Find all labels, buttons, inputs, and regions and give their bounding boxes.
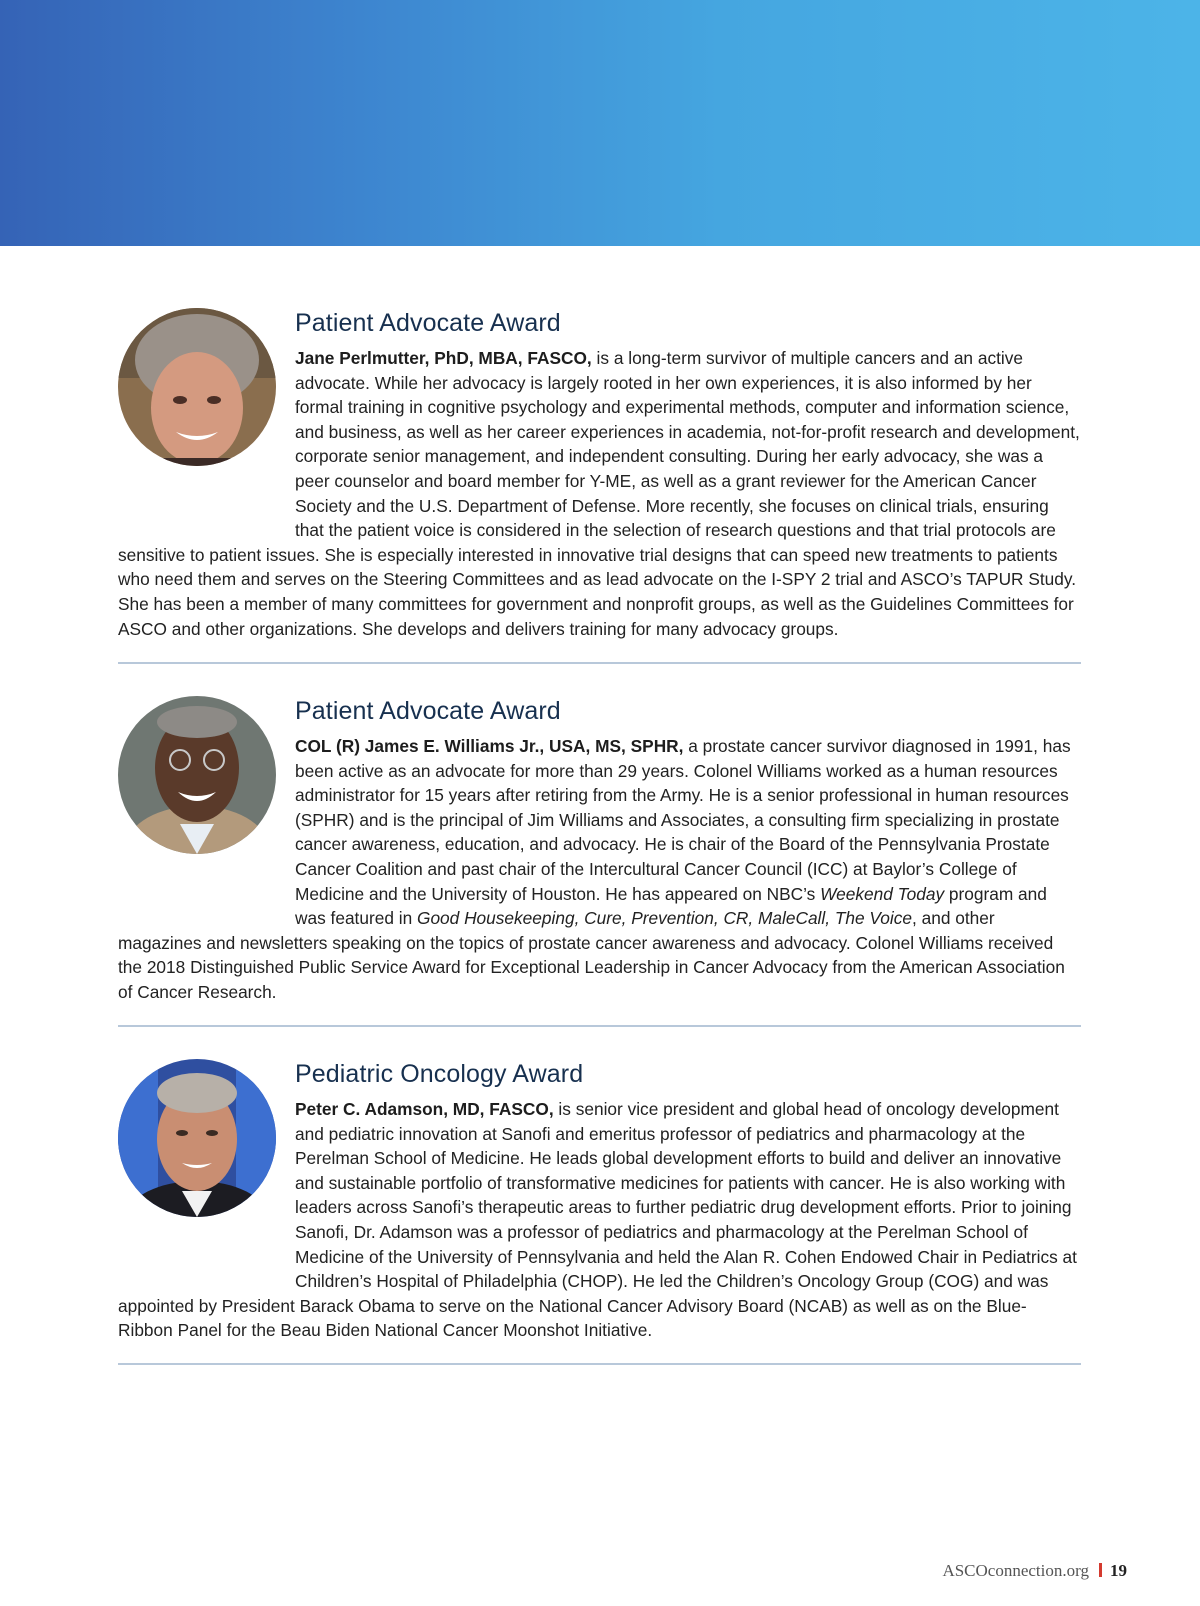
award-title: Patient Advocate Award [295, 697, 561, 725]
divider-rule [118, 662, 1081, 664]
bio-italic-show: Weekend Today [820, 883, 945, 904]
page-footer [942, 1557, 1127, 1585]
bio-italic-publications: Good Housekeeping, Cure, Prevention, CR, MaleCall, The Voice [417, 908, 913, 929]
divider-rule [118, 1025, 1081, 1027]
bio-text: is senior vice president and global head of oncology development and pediatric innovation at Sanofi and emeritus professor of pediatrics and pharmacology at the Perelman School of Medicine. He leads global development efforts to build and deliver an innovative and sustainable portfolio of transformative medicines for patients with cancer. He is also working with leaders across Sanofi’s therapeutic areas to further pediatric drug development efforts. Prior to joining Sanofi, Dr. Adamson was a professor of pediatrics and pharmacology at the Perelman School of Medicine of the University of Pennsylvania and held the Alan R. Cohen Endowed Chair in Pediatrics at Children’s Hospital of Philadelphia (CHOP). He led the Children’s Oncology Group (COG) and was appointed by President Barack Obama to serve on the National Cancer Advisory Board (NCAB) as well as on the Blue-Ribbon Panel for the Beau Biden National Cancer Moonshot Initiative. [118, 1099, 1077, 1341]
bio-text: a prostate cancer survivor diagnosed in 1991, has been active as an advocate for more than 29 years. Colonel Williams worked as a human resources administrator for 15 years after retiring from the Army. He is a senior professional in human resources (SPHR) and is the principal of Jim Williams and Associates, a consulting firm specializing in prostate cancer awareness, education, and advocacy. He is chair of the Board of the Pennsylvania Prostate Cancer Coalition and past chair of the Intercultural Cancer Council (ICC) at Baylor’s College of Medicine and the University of Houston. He has appeared on NBC’s [295, 736, 1071, 904]
bio-text: is a long-term survivor of multiple cancers and an active advocate. While her advocacy is largely rooted in her own experiences, it is also informed by her formal training in cognitive psychology and experimental methods, computer and information science, and business, as well as her career experiences in academia, not-for-profit research and development, corporate senior management, and independent consulting. During her early advocacy, she was a peer counselor and board member for Y-ME, as well as a grant reviewer for the American Cancer Society and the U.S. Department of Defense. More recently, she focuses on clinical trials, ensuring that the patient voice is considered in the selection of research questions and that trial protocols are sensitive to patient issues. She is especially interested in innovative trial designs that can speed new treatments to patients who need them and serves on the Steering Committees and as lead advocate on the I-SPY 2 trial and ASCO’s TAPUR Study. She has been a member of many committees for government and nonprofit groups, as well as the Guidelines Committees for ASCO and other organizations. She develops and delivers training for many advocacy groups. [118, 348, 1080, 639]
recipient-name: Peter C. Adamson, MD, FASCO, [295, 1099, 554, 1119]
award-title: Pediatric Oncology Award [295, 1060, 584, 1088]
recipient-name: Jane Perlmutter, PhD, MBA, FASCO, [295, 348, 592, 368]
divider-rule [118, 1363, 1081, 1365]
portrait-peter-adamson [118, 1059, 276, 1217]
page-number: 19 [1110, 1561, 1127, 1580]
award-section-perlmutter [118, 308, 1081, 641]
award-section-adamson [118, 1059, 1081, 1343]
portrait-james-williams [118, 696, 276, 854]
header-banner [0, 0, 1200, 246]
bio-text: program and was featured in [295, 883, 1047, 929]
recipient-name: COL (R) James E. Williams Jr., USA, MS, SPHR, [295, 736, 684, 756]
portrait-jane-perlmutter [118, 308, 276, 466]
award-section-williams [118, 696, 1081, 1005]
bio-text: , and other magazines and newsletters speaking on the topics of prostate cancer awareness and advocacy. Colonel Williams received the 2018 Distinguished Public Service Award for Exceptional Leadership in Cancer Advocacy from the American Association of Cancer Research. [118, 908, 1065, 1002]
footer-site: ASCOconnection.org [942, 1561, 1089, 1580]
award-title: Patient Advocate Award [295, 309, 561, 337]
footer-separator [1099, 1563, 1102, 1577]
